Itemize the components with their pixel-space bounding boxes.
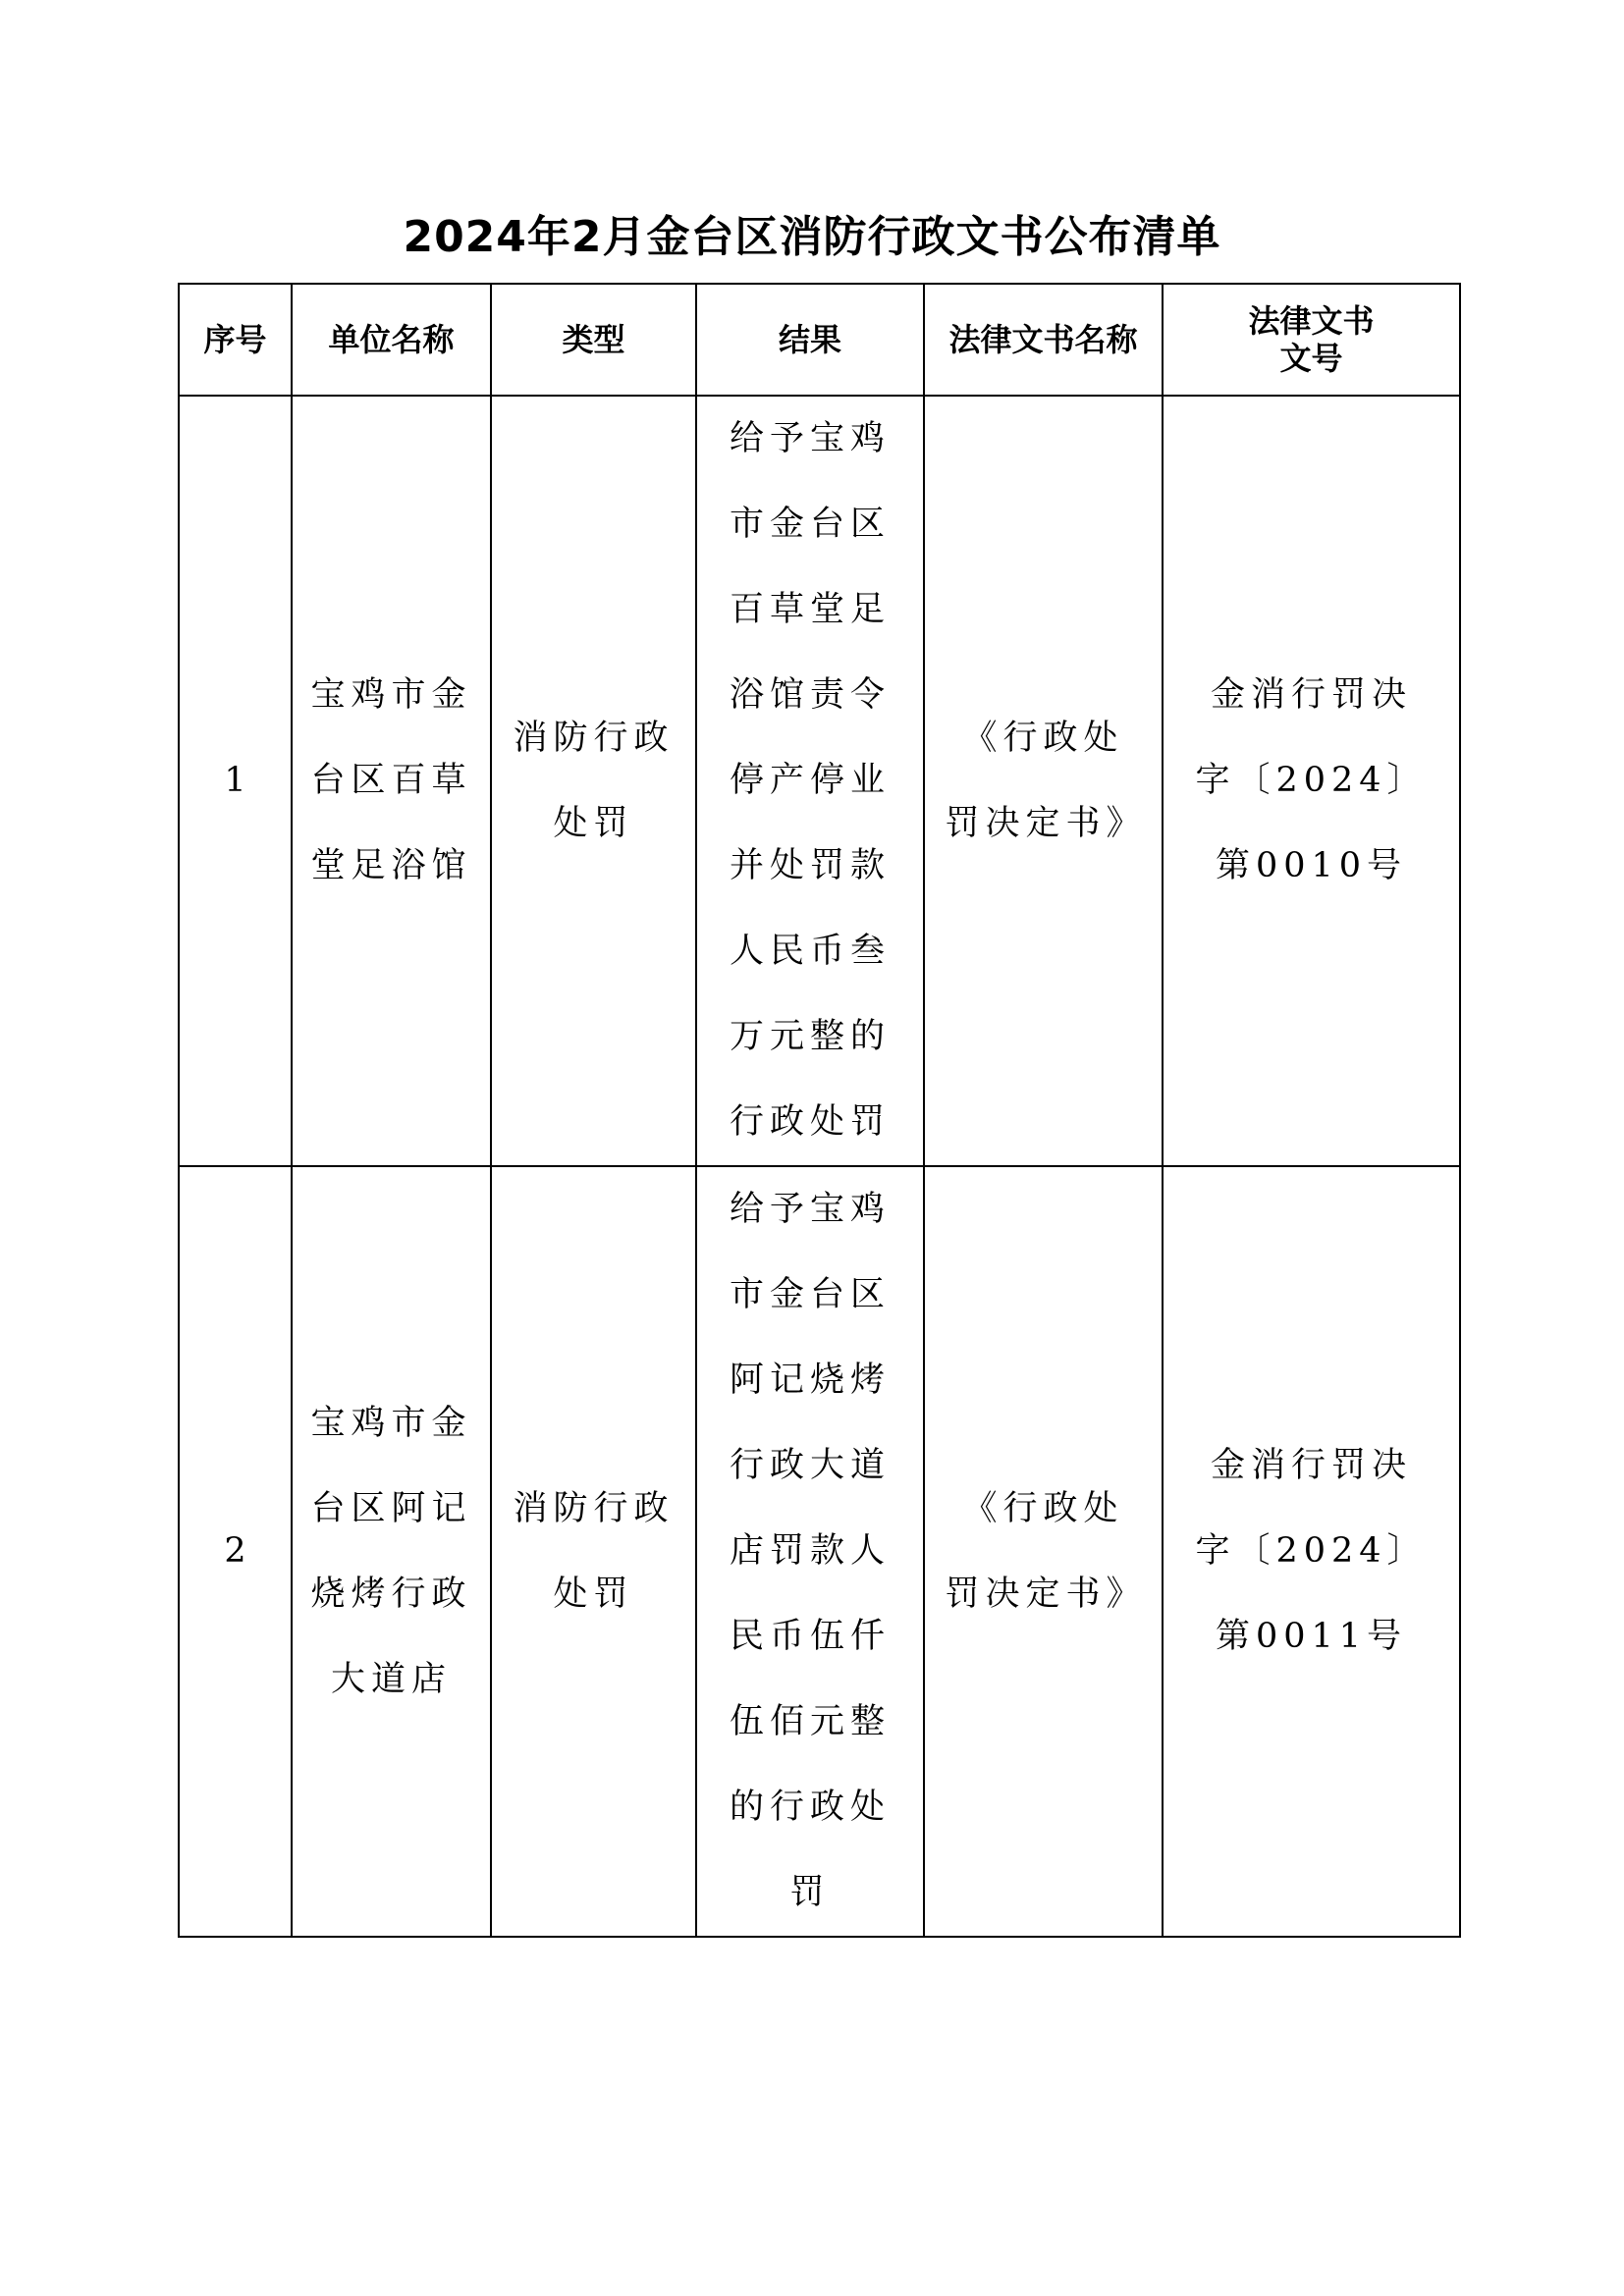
cell-doc-name: 《行政处罚决定书》: [924, 396, 1163, 1166]
header-doc-number: 法律文书 文号: [1163, 284, 1460, 396]
cell-index: 2: [179, 1166, 292, 1937]
cell-doc-number: 金消行罚决字〔2024〕第0010号: [1163, 396, 1460, 1166]
table-row: [179, 396, 1460, 1166]
header-doc-name: 法律文书名称: [924, 284, 1163, 396]
table-row: [179, 1166, 1460, 1937]
header-unit-name: 单位名称: [292, 284, 491, 396]
cell-result: 给予宝鸡市金台区百草堂足浴馆责令停产停业并处罚款人民币叁万元整的行政处罚: [696, 396, 924, 1166]
cell-doc-name: 《行政处罚决定书》: [924, 1166, 1163, 1937]
header-type: 类型: [491, 284, 696, 396]
cell-type: 消防行政处罚: [491, 396, 696, 1166]
cell-unit-name: 宝鸡市金台区阿记烧烤行政大道店: [292, 1166, 491, 1937]
cell-result: 给予宝鸡市金台区阿记烧烤行政大道店罚款人民币伍仟伍佰元整的行政处罚: [696, 1166, 924, 1937]
header-result: 结果: [696, 284, 924, 396]
publication-table: [178, 283, 1461, 1938]
page-title: 2024年2月金台区消防行政文书公布清单: [403, 212, 1221, 262]
header-index: 序号: [179, 284, 292, 396]
table-header-row: [179, 284, 1460, 396]
cell-index: 1: [179, 396, 292, 1166]
cell-type: 消防行政处罚: [491, 1166, 696, 1937]
cell-doc-number: 金消行罚决字〔2024〕第0011号: [1163, 1166, 1460, 1937]
cell-unit-name: 宝鸡市金台区百草堂足浴馆: [292, 396, 491, 1166]
